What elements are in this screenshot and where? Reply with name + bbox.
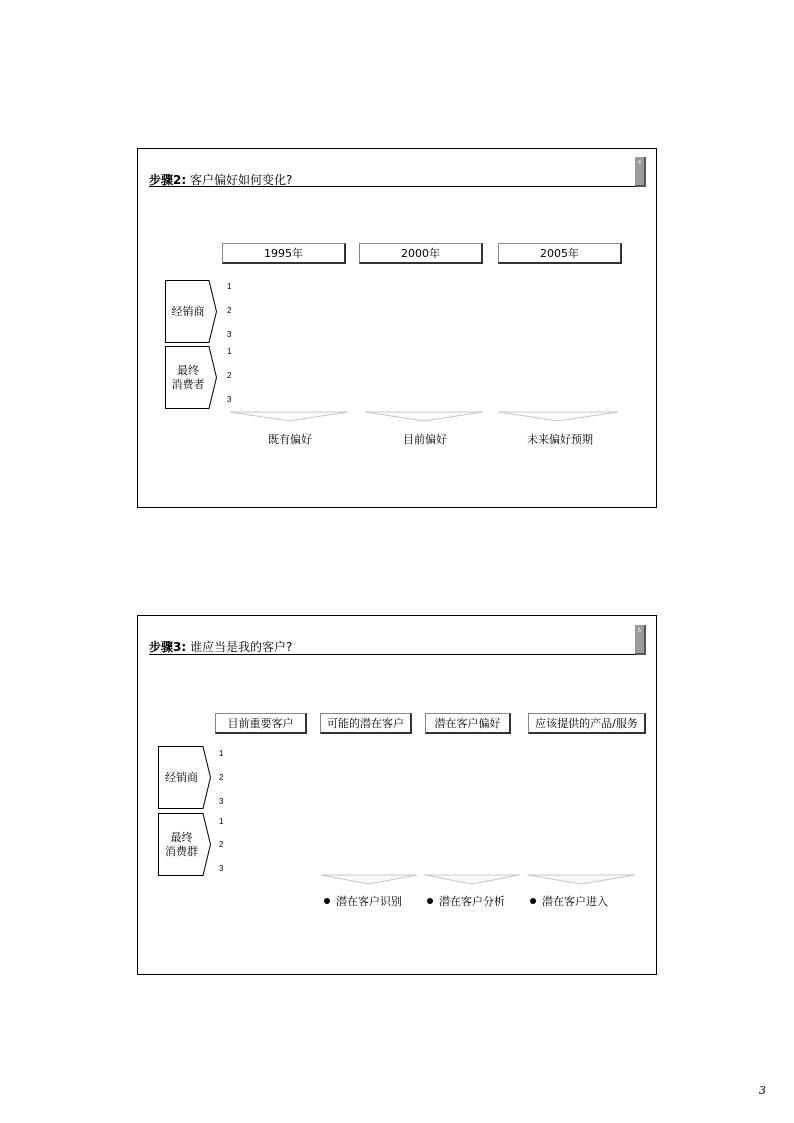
rank-number: 1	[219, 749, 224, 758]
bracket-shape	[321, 874, 419, 886]
column-header-potential-clients: 可能的潜在客户	[320, 713, 412, 734]
rank-number: 3	[219, 864, 224, 873]
title-step: 步骤2:	[149, 173, 187, 187]
rank-number: 2	[219, 840, 224, 849]
bullet-item-identify	[324, 893, 402, 909]
bottom-label-existing: 既有偏好	[268, 433, 312, 446]
rank-number: 1	[227, 282, 232, 291]
bracket-shape	[230, 411, 350, 423]
slide-step-2	[137, 148, 657, 508]
rank-number: 3	[219, 797, 224, 806]
column-header-products-services: 应该提供的产品/服务	[528, 713, 646, 734]
bullet-text: 潜在客户识别	[336, 895, 402, 908]
bullet-dot-icon	[427, 898, 433, 904]
row-label-dealer	[158, 746, 211, 809]
row-label-line: 最终	[177, 363, 199, 377]
bracket-shape	[365, 411, 485, 423]
bullet-dot-icon	[530, 898, 536, 904]
row-label-dealer	[165, 280, 217, 343]
bracket-shape	[424, 874, 522, 886]
year-header-2005: 2005年	[498, 243, 622, 264]
year-header-1995: 1995年	[222, 243, 346, 264]
page-tab: 4	[635, 157, 646, 187]
rank-number: 2	[219, 773, 224, 782]
year-header-2000: 2000年	[359, 243, 483, 264]
page-tab: 5	[635, 625, 646, 655]
bracket-shape	[498, 411, 620, 423]
column-header-client-preferences: 潜在客户偏好	[425, 713, 511, 734]
row-label-line: 最终	[170, 830, 193, 844]
row-label-line: 经销商	[165, 770, 198, 784]
bullet-text: 潜在客户分析	[439, 895, 505, 908]
bracket-shape	[527, 874, 637, 886]
rank-number: 3	[227, 395, 232, 404]
row-label-end-consumer-group	[158, 813, 211, 876]
bullet-item-enter	[530, 893, 608, 909]
title-underline	[149, 654, 639, 655]
rank-number: 2	[227, 306, 232, 315]
title-text: 谁应当是我的客户?	[186, 640, 293, 654]
bottom-label-future: 未来偏好预期	[527, 433, 593, 446]
title-underline	[149, 186, 639, 187]
slide-step-3	[137, 615, 657, 975]
slide-title	[149, 638, 292, 655]
column-header-current-clients: 目前重要客户	[215, 713, 307, 734]
row-label-end-consumer	[165, 346, 217, 409]
title-step: 步骤3:	[149, 640, 187, 654]
row-label-line: 经销商	[171, 304, 205, 318]
rank-number: 1	[227, 347, 232, 356]
row-label-line: 消费者	[171, 377, 205, 391]
bullet-dot-icon	[324, 898, 330, 904]
row-label-line: 消费群	[165, 844, 198, 858]
title-text: 客户偏好如何变化?	[186, 173, 293, 187]
rank-number: 1	[219, 817, 224, 826]
bottom-label-current: 目前偏好	[403, 433, 447, 446]
bullet-text: 潜在客户进入	[542, 895, 608, 908]
page-number: 3	[759, 1084, 766, 1097]
rank-number: 2	[227, 371, 232, 380]
rank-number: 3	[227, 330, 232, 339]
bullet-item-analyze	[427, 893, 505, 909]
